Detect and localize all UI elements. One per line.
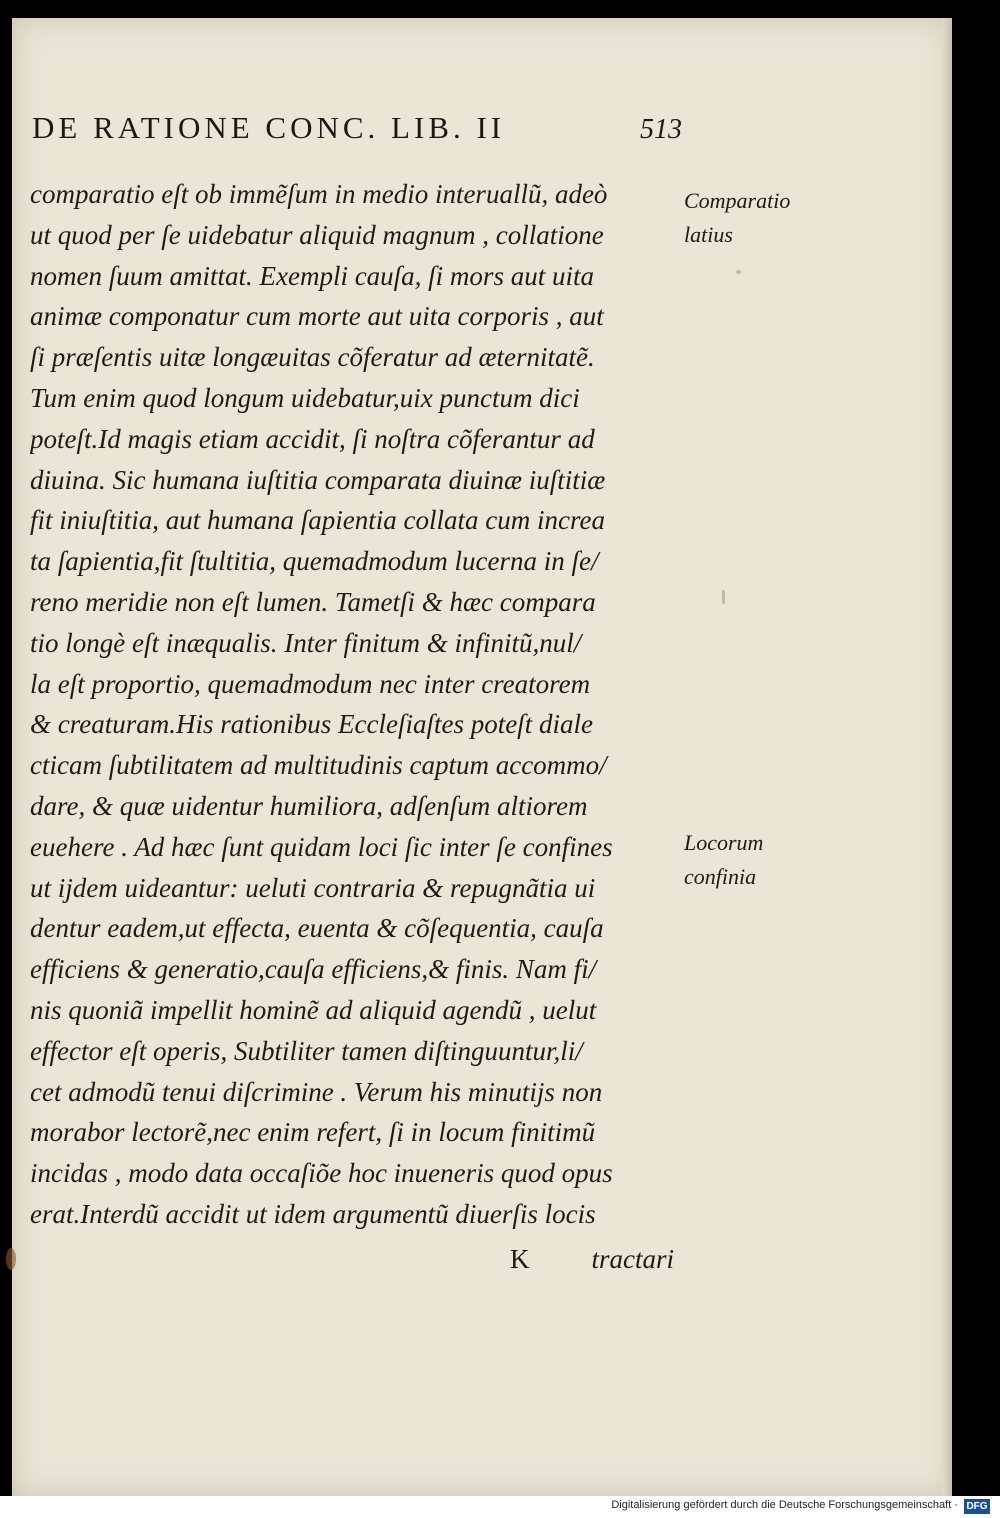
text-line: nomen ſuum amittat. Exempli cauſa, ſi mors aut uita xyxy=(30,260,594,291)
text-line: effector eſt operis, Subtiliter tamen diſtinguuntur,li/ xyxy=(30,1035,583,1066)
text-line: & creaturam.His rationibus Eccleſiaſtes poteſt diale xyxy=(30,709,593,740)
dfg-logo: DFG xyxy=(964,1499,990,1514)
text-line: reno meridie non eſt lumen. Tametſi & hæc compara xyxy=(30,586,596,617)
text-line: incidas , modo data occaſiõe hoc inueneris quod opus xyxy=(30,1158,613,1189)
text-line: ut ijdem uideantur: ueluti contraria & repugnãtia ui xyxy=(30,872,596,903)
text-line: morabor lectorẽ,nec enim refert, ſi in locum finitimũ xyxy=(30,1117,596,1148)
text-line: poteſt.Id magis etiam accidit, ſi noſtra cõferantur ad xyxy=(30,423,595,454)
page-header xyxy=(24,110,684,150)
text-line: tio longè eſt inæqualis. Inter finitum & infinitũ,nul/ xyxy=(30,627,582,658)
signature-mark: K xyxy=(510,1244,530,1274)
margin-note-line: confinia xyxy=(684,864,757,889)
margin-note-locorum xyxy=(684,826,844,894)
text-line: efficiens & generatio,cauſa efficiens,& finis. Nam fi/ xyxy=(30,954,597,985)
paper-spot xyxy=(6,1248,16,1270)
text-line: animæ componatur cum morte aut uita corporis , aut xyxy=(30,301,604,332)
text-line: cet admodũ tenui diſcrimine . Verum his minutijs non xyxy=(30,1076,603,1107)
page-number: 513 xyxy=(640,114,682,145)
text-line: Tum enim quod longum uidebatur,uix punctum dici xyxy=(30,382,580,413)
text-line: la eſt proportio, quemadmodum nec inter creatorem xyxy=(30,668,591,699)
catchword: tractari xyxy=(591,1244,674,1274)
text-line: erat.Interdũ accidit ut idem argumentũ diuerſis locis xyxy=(30,1198,596,1229)
page-edge xyxy=(942,18,952,1496)
text-line: dentur eadem,ut effecta, euenta & cõſequentia, cauſa xyxy=(30,913,604,944)
text-line: ut quod per ſe uidebatur aliquid magnum , collatione xyxy=(30,219,604,250)
funding-credit: Digitalisierung gefördert durch die Deutsche Forschungsgemeinschaft · xyxy=(611,1499,958,1511)
book-page xyxy=(12,18,952,1496)
margin-note-line: Comparatio xyxy=(684,188,791,213)
text-line: ta ſapientia,fit ſtultitia, quemadmodum lucerna in ſe/ xyxy=(30,546,599,577)
margin-note-comparatio xyxy=(684,184,844,252)
running-title: DE RATIONE CONC. LIB. II xyxy=(32,110,506,145)
text-line: comparatio eſt ob immẽſum in medio interuallũ, adeò xyxy=(30,179,608,209)
text-line: dare, & quæ uidentur humiliora, adſenſum altiorem xyxy=(30,790,588,821)
text-line: euehere . Ad hæc ſunt quidam loci ſic inter ſe confines xyxy=(30,831,613,862)
text-line: diuina. Sic humana iuſtitia comparata diuinæ iuſtitiæ xyxy=(30,464,606,495)
footer-bar xyxy=(0,1496,1000,1518)
text-line: fit iniuſtitia, aut humana ſapientia collata cum increa xyxy=(30,505,605,536)
margin-note-line: Locorum xyxy=(684,830,764,855)
body-text xyxy=(30,174,682,1235)
text-line: ſi præſentis uitæ longæuitas cõferatur ad æternitatẽ. xyxy=(30,342,595,373)
catchline xyxy=(494,1244,684,1284)
paper-spot xyxy=(736,270,741,274)
margin-note-line: latius xyxy=(684,222,733,247)
text-line: nis quoniã impellit hominẽ ad aliquid agendũ , uelut xyxy=(30,994,597,1025)
paper-spot xyxy=(722,590,725,604)
text-line: cticam ſubtilitatem ad multitudinis captum accommo/ xyxy=(30,750,607,781)
